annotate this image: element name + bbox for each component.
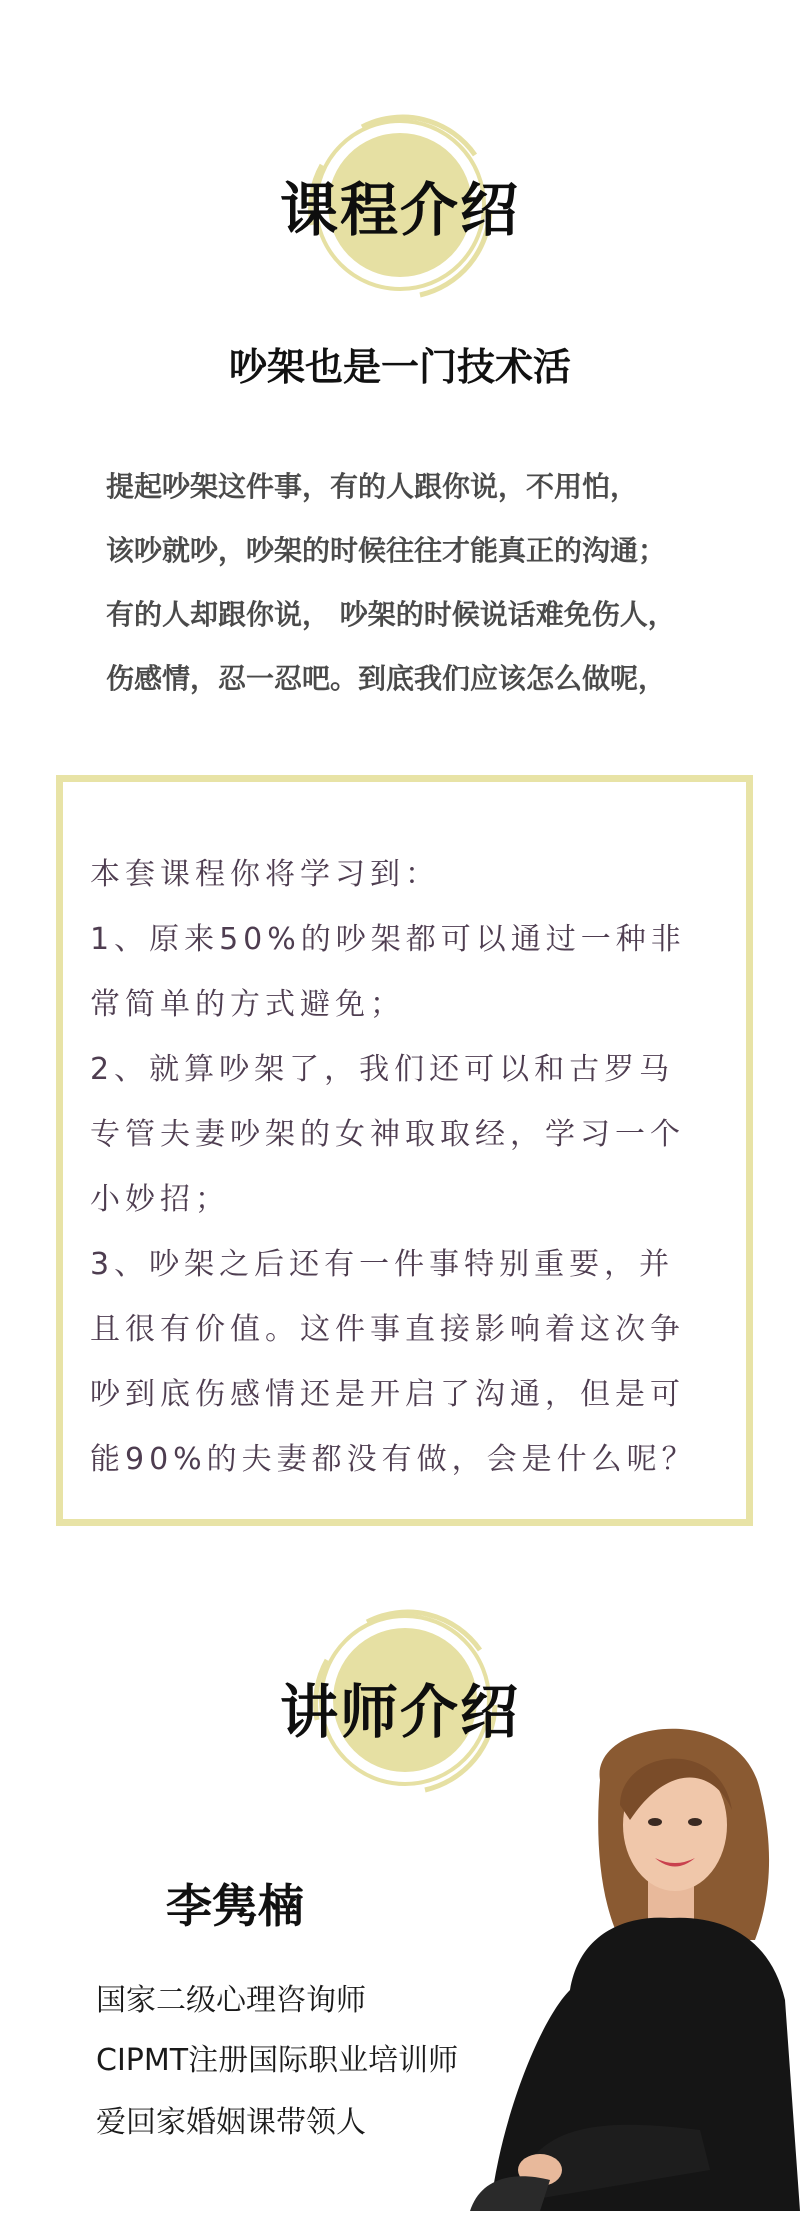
instructor-credential: 爱回家婚姻课带领人 (96, 2105, 366, 2140)
learning-line: 3、吵架之后还有一件事特别重要，并 (90, 1247, 675, 1282)
intro-line: 提起吵架这件事，有的人跟你说，不用怕， (106, 470, 639, 503)
instructor-name: 李隽楠 (166, 1879, 304, 1933)
learning-line: 且很有价值。这件事直接影响着这次争 (90, 1312, 685, 1347)
instructor-section-title: 讲师介绍 (279, 1678, 520, 1746)
learning-line: 吵到底伤感情还是开启了沟通，但是可 (90, 1377, 685, 1412)
learning-outcomes-heading: 本套课程你将学习到： (90, 857, 440, 892)
learning-line: 常简单的方式避免； (90, 987, 405, 1022)
learning-line: 专管夫妻吵架的女神取取经，学习一个 (90, 1117, 685, 1152)
instructor-credential: CIPMT注册国际职业培训师 (96, 2043, 459, 2078)
instructor-credential: 国家二级心理咨询师 (96, 1983, 366, 2018)
intro-line: 伤感情，忍一忍吧。到底我们应该怎么做呢， (106, 662, 667, 695)
learning-line: 1、原来50%的吵架都可以通过一种非 (90, 922, 686, 957)
intro-line: 该吵就吵，吵架的时候往往才能真正的沟通； (106, 534, 667, 567)
learning-outcomes-list (90, 907, 740, 1492)
learning-line: 小妙招； (90, 1182, 230, 1217)
course-subtitle: 吵架也是一门技术活 (228, 345, 571, 389)
course-intro (106, 455, 746, 711)
learning-outcomes-box (56, 775, 753, 1526)
learning-line: 能90%的夫妻都没有做，会是什么呢？ (90, 1442, 697, 1477)
instructor-photo (470, 1700, 800, 2211)
learning-line: 2、就算吵架了，我们还可以和古罗马 (90, 1052, 675, 1087)
intro-line: 有的人却跟你说， 吵架的时候说话难免伤人， (106, 598, 676, 631)
course-section-title: 课程介绍 (279, 176, 520, 244)
